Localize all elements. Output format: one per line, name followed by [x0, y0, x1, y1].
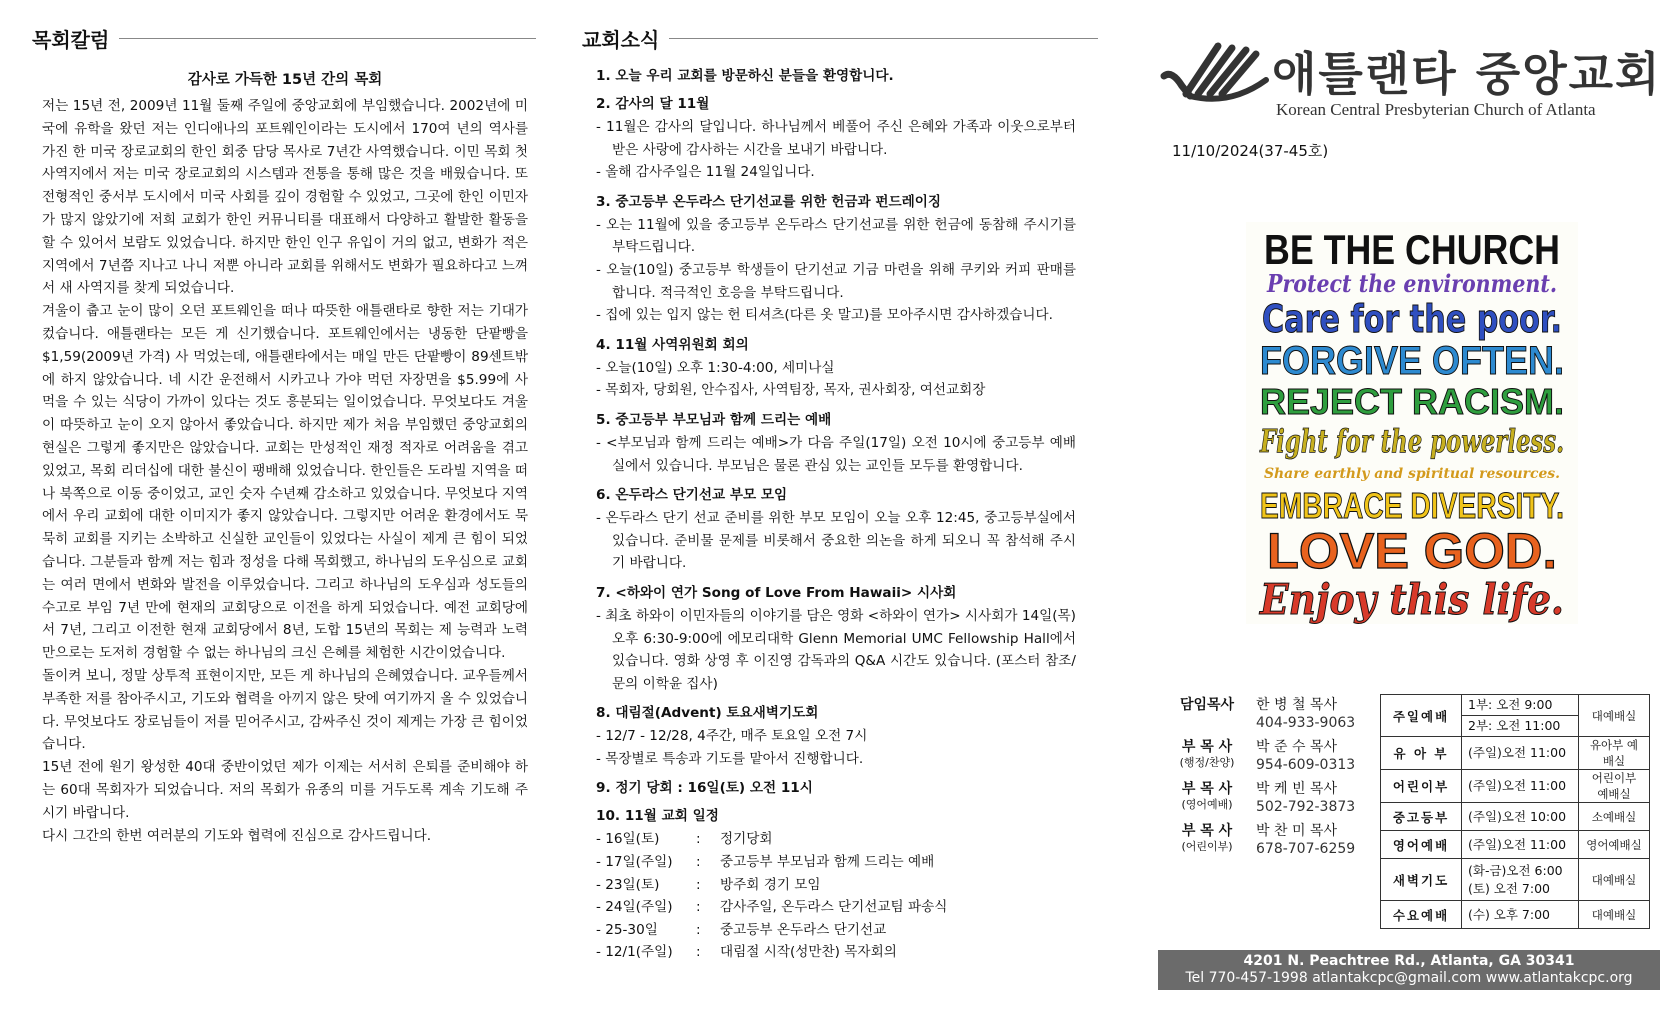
pastor-role-title: 부 목 사: [1181, 781, 1233, 797]
schedule-list: [596, 828, 1076, 964]
logo-mark-icon: [1160, 40, 1272, 110]
worship-time-line: (주일)오전 10:00: [1468, 808, 1567, 824]
pastor-name: 박 찬 미 목사: [1256, 823, 1337, 839]
schedule-event: 감사주일, 온두라스 단기선교팀 파송식: [720, 899, 948, 916]
worship-row: [1381, 695, 1650, 716]
schedule-date: - 12/1(주일): [596, 944, 673, 961]
worship-service: 수요예배: [1381, 901, 1462, 929]
poster-line: EMBRACE DIVERSITY.: [1260, 485, 1564, 526]
pastor-name: 박 준 수 목사: [1256, 739, 1337, 755]
pastor-row: [1168, 738, 1378, 774]
pastor-role: [1168, 738, 1246, 774]
be-the-church-poster: [1246, 222, 1578, 624]
poster-line: Fight for the powerless.: [1259, 422, 1564, 460]
worship-place: 영어예배실: [1579, 831, 1650, 859]
poster-line: REJECT RACISM.: [1260, 381, 1564, 422]
worship-service: 영어예배: [1381, 831, 1462, 859]
pastor-role-sub: (행정/찬양): [1179, 756, 1235, 769]
news-item-title: 6. 온두라스 단기선교 부모 모임: [596, 487, 788, 504]
schedule-separator: :: [696, 854, 701, 871]
worship-time-line: (주일)오전 11:00: [1468, 745, 1567, 760]
pastor-row: [1168, 696, 1378, 732]
worship-time-line: (주일)오전 11:00: [1468, 836, 1567, 852]
column-heading: 목회칼럼: [32, 24, 536, 53]
worship-time: [1462, 859, 1579, 901]
schedule-separator: :: [696, 831, 701, 848]
pastor-name: 한 병 철 목사: [1256, 697, 1337, 713]
pastor-role-title: 담임목사: [1179, 697, 1235, 713]
worship-time-line: (수) 오후 7:00: [1468, 906, 1550, 922]
worship-time: [1462, 737, 1579, 770]
news-item: [596, 778, 1076, 798]
news-item: [596, 94, 1076, 184]
worship-service: 중고등부: [1381, 803, 1462, 831]
worship-service: 새벽기도: [1381, 859, 1462, 901]
worship-place: 대예배실: [1579, 695, 1650, 737]
worship-time: [1462, 831, 1579, 859]
church-contact: Tel 770-457-1998 atlantakcpc@gmail.com www.atlantakcpc.org: [1185, 970, 1633, 986]
news-item-line: - 최초 하와이 이민자들의 이야기를 담은 영화 <하와이 연가> 시사회가 14일(목) 오후 6:30-9:00에 에모리대학 Glenn Memorial UMC Fellowship Hall에서 있습니다. 영화 상영 후 이진영 감독과의 Q&A 시간도 있습니다. (포스터 참조/문의 이학윤 집사): [596, 607, 1076, 692]
schedule-event: 방주회 경기 모임: [720, 876, 821, 893]
worship-service: 주일예배: [1381, 695, 1462, 737]
worship-time: 1부: 오전 9:00: [1462, 695, 1579, 716]
news-item-title: 9. 정기 당회 : 16일(토) 오전 11시: [596, 780, 813, 797]
worship-time: [1462, 803, 1579, 831]
schedule-separator: :: [696, 899, 701, 916]
news-item-title: 8. 대림절(Advent) 토요새벽기도회: [596, 705, 819, 722]
worship-time: [1462, 901, 1579, 929]
poster-line: Share earthly and spiritual resources.: [1264, 466, 1560, 482]
news-item-line: - 올해 감사주일은 11월 24일입니다.: [596, 164, 815, 181]
worship-row: [1381, 831, 1650, 859]
schedule-title: 10. 11월 교회 일정: [596, 808, 719, 825]
column-paragraph: 겨울이 춥고 눈이 많이 오던 포트웨인을 떠나 따뜻한 애틀랜타로 향한 저는 기대가 컸습니다. 애틀랜타는 모든 게 신기했습니다. 포트웨인에서는 냉동한 단팥빵을 $1,59(2009년 가격) 사 먹었는데, 애틀랜타에서는 매일 만든 단팥빵이 89센트밖에 하지 않았습니다. 네 시간 운전해서 시카고나 가야 먹던 자장면을 $5.99에 사 먹을 수 있는 식당이 가까이 있다는 것도 흥분되는 일이었습니다. 무엇보다도 겨울이 따뜻하고 눈이 오지 않아서 좋았습니다. 하지만 제가 처음 부임했던 중앙교회의 현실은 그렇게 좋지만은 않았습니다. 교회는 만성적인 재정 적자로 어려움을 겪고 있었고, 목회 리더십에 대한 불신이 팽배해 있었습니다. 한인들은 도라빌 지역을 떠나 북쪽으로 이동 중이었고, 교인 숫자 수년째 감소하고 있었습니다. 무엇보다 지역에서 우리 교회에 대한 이미지가 좋지 않았습니다. 그렇지만 어려운 환경에서도 묵묵히 교회를 지키는 소박하고 신실한 교인들이 있었다는 사실이 제게 큰 힘이 되었습니다. 그분들과 함께 저는 힘과 정성을 다해 목회했고, 하나님의 도우심으로 교회는 여러 면에서 변화와 발전을 이루었습니다. 그리고 하나님의 도우심과 성도들의 수고로 부임 7년 만에 현재의 교회당으로 이전을 하게 되었습니다. 예전 교회당에서 7년, 그리고 이전한 현재 교회당에서 8년, 도합 15년의 목회는 제 능력과 노력만으로는 도저히 경험할 수 없는 하나님의 크신 은혜를 체험한 시간이었습니다.: [42, 303, 528, 662]
worship-place: 대예배실: [1579, 859, 1650, 901]
worship-row: [1381, 859, 1650, 901]
schedule-date: - 24일(주일): [596, 899, 673, 916]
column-paragraph: 15년 전에 원기 왕성한 40대 중반이었던 제가 이제는 서서히 은퇴를 준비해야 하는 60대 목회자가 되었습니다. 저의 목회가 유종의 미를 거두도록 계속 기도해 주시기 바랍니다.: [42, 759, 528, 821]
news-item: [596, 192, 1076, 327]
pastor-role: [1168, 780, 1246, 816]
poster-line: LOVE GOD.: [1267, 523, 1557, 579]
worship-schedule-table: [1380, 694, 1650, 929]
poster-art: [1246, 222, 1578, 624]
schedule-separator: :: [696, 876, 701, 893]
poster-line: Protect the environment.: [1266, 269, 1557, 298]
pastor-phone: 678-707-6259: [1256, 841, 1356, 857]
poster-line: FORGIVE OFTEN.: [1260, 339, 1564, 383]
pastor-row: [1168, 780, 1378, 816]
pastoral-column: [42, 64, 528, 847]
schedule-event: 대림절 시작(성만찬) 목자회의: [720, 944, 897, 961]
news-item-line: - 오는 11월에 있을 중고등부 온두라스 단기선교를 위한 헌금에 동참해 주시기를 부탁드립니다.: [596, 216, 1076, 256]
church-logo: [1160, 36, 1662, 124]
news-item-title: 4. 11월 사역위원회 회의: [596, 336, 749, 353]
news-item-line: - 11월은 감사의 달입니다. 하나님께서 베풀어 주신 은혜와 가족과 이웃으로부터 받은 사랑에 감사하는 시간을 보내기 바랍니다.: [596, 119, 1076, 158]
poster-line: BE THE CHURCH: [1264, 226, 1560, 273]
worship-time-line: (토) 오전 7:00: [1468, 880, 1550, 896]
church-news: [596, 66, 1076, 972]
schedule-separator: :: [696, 944, 701, 961]
news-item-line: - 온두라스 단기 선교 준비를 위한 부모 모임이 오늘 오후 12:45, 중고등부실에서 있습니다. 준비물 문제를 비롯해서 중요한 의논을 하게 되오니 꼭 참석해 주시기 바랍니다.: [596, 510, 1076, 572]
schedule-event: 정기당회: [720, 831, 773, 848]
worship-time-line: (화-금)오전 6:00: [1468, 862, 1563, 878]
news-item: [596, 335, 1076, 402]
worship-row: [1381, 901, 1650, 929]
church-name-korean: 애틀랜타 중앙교회: [1272, 47, 1662, 101]
news-item-title: 5. 중고등부 부모님과 함께 드리는 예배: [596, 411, 832, 428]
schedule-section: [596, 806, 1076, 964]
news-item: [596, 410, 1076, 477]
footer-bar: [1158, 950, 1660, 990]
pastor-role-title: 부 목 사: [1181, 823, 1233, 839]
pastor-info: [1246, 738, 1355, 774]
schedule-separator: :: [696, 921, 701, 938]
schedule-date: - 17일(주일): [596, 854, 673, 871]
pastor-phone: 502-792-3873: [1256, 799, 1356, 815]
pastor-info: [1246, 696, 1355, 732]
news-item: [596, 703, 1076, 770]
news-item-line: - <부모님과 함께 드리는 예배>가 다음 주일(17일) 오전 10시에 중고등부 예배실에서 있습니다. 부모님은 물론 관심 있는 교인들 모두를 환영합니다.: [596, 434, 1076, 474]
church-address: 4201 N. Peachtree Rd., Atlanta, GA 30341: [1243, 953, 1575, 969]
news-item-line: - 목회자, 당회원, 안수집사, 사역팀장, 목자, 권사회장, 여선교회장: [596, 382, 986, 399]
news-item-line: - 12/7 - 12/28, 4주간, 매주 토요일 오전 7시: [596, 728, 868, 745]
news-item-line: - 오늘(10일) 중고등부 학생들이 단기선교 기금 마련을 위해 쿠키와 커피 판매를 합니다. 적극적인 호응을 부탁드립니다.: [596, 261, 1076, 301]
schedule-event: 중고등부 온두라스 단기선교: [720, 921, 887, 938]
news-item: [596, 66, 1076, 86]
news-item-title: 3. 중고등부 온두라스 단기선교를 위한 헌금과 펀드레이징: [596, 193, 942, 210]
worship-row: [1381, 803, 1650, 831]
schedule-date: - 23일(토): [596, 876, 660, 893]
schedule-event: 중고등부 부모님과 함께 드리는 예배: [720, 854, 935, 871]
worship-place: 유아부 예배실: [1579, 737, 1650, 770]
column-title: 감사로 가득한 15년 간의 목회: [187, 72, 383, 88]
worship-service: 어린이부: [1381, 770, 1462, 803]
news-item-title: 1. 오늘 우리 교회를 방문하신 분들을 환영합니다.: [596, 68, 894, 84]
pastor-role: [1168, 822, 1246, 858]
schedule-date: - 16일(토): [596, 831, 660, 848]
column-paragraph: 저는 15년 전, 2009년 11월 둘째 주일에 중앙교회에 부임했습니다. 2002년에 미국에 유학을 왔던 저는 인디애나의 포트웨인이라는 도시에서 170여 년의 역사를 가진 한 미국 장로교회의 한인 회중 담당 목사로 7년간 사역했습니다. 이민 목회 첫 사역지에서 저는 미국 장로교회의 시스템과 전통을 통해 많은 것을 배웠습니다. 또 전형적인 중서부 도시에서 미국 사회를 깊이 경험할 수 있었고, 그곳에 한인 이민자가 많지 않았기에 저희 교회가 한인 커뮤니티를 대표해서 다양하고 활발한 활동을 할 수 있어서 보람도 있었습니다. 하지만 한인 인구 유입이 거의 없고, 변화가 적은 지역에서 7년쯤 지나고 나니 저뿐 아니라 교회를 위해서도 변화가 필요하다고 느껴서 새 사역지를 찾게 되었습니다.: [42, 98, 528, 297]
worship-row: [1381, 770, 1650, 803]
column-body: [42, 95, 528, 847]
worship-place: 소예배실: [1579, 803, 1650, 831]
column-paragraph: 다시 그간의 한번 여러분의 기도와 협력에 진심으로 감사드립니다.: [42, 827, 432, 844]
news-item-line: - 집에 있는 입지 않는 헌 티셔츠(다른 옷 말고)를 모아주시면 감사하겠습니다.: [596, 307, 1053, 324]
worship-place: 대예배실: [1579, 901, 1650, 929]
worship-place: 어린이부 예배실: [1579, 770, 1650, 803]
worship-service: 유 아 부: [1381, 737, 1462, 770]
pastor-role-sub: (어린이부): [1181, 840, 1233, 853]
pastor-phone: 404-933-9063: [1256, 715, 1356, 731]
pastor-phone: 954-609-0313: [1256, 757, 1356, 773]
pastor-list: [1168, 696, 1378, 864]
pastor-info: [1246, 822, 1355, 858]
news-item: [596, 485, 1076, 575]
pastor-role-title: 부 목 사: [1181, 739, 1233, 755]
news-item-title: 7. <하와이 연가 Song of Love From Hawaii> 시사회: [596, 584, 957, 601]
pastor-row: [1168, 822, 1378, 858]
poster-line: Care for the poor.: [1262, 297, 1562, 341]
news-item-line: - 오늘(10일) 오후 1:30-4:00, 세미나실: [596, 359, 835, 376]
news-heading: 교회소식: [582, 24, 1098, 53]
pastor-name: 박 케 빈 목사: [1256, 781, 1337, 797]
pastor-role: [1168, 696, 1246, 732]
worship-time: [1462, 770, 1579, 803]
news-item: [596, 583, 1076, 695]
worship-row: [1381, 737, 1650, 770]
worship-time: 2부: 오전 11:00: [1462, 716, 1579, 737]
news-item-title: 2. 감사의 달 11월: [596, 96, 710, 112]
poster-line: Enjoy this life.: [1259, 575, 1564, 624]
column-paragraph: 돌이켜 보니, 정말 상투적 표현이지만, 모든 게 하나님의 은혜였습니다. 교우들께서 부족한 저를 참아주시고, 기도와 협력을 아끼지 않은 탓에 여기까지 올 수 있었습니다. 무엇보다도 장로님들이 저를 믿어주시고, 감싸주신 것이 제게는 가장 큰 힘이었습니다.: [42, 667, 528, 753]
bulletin-date: 11/10/2024(37-45호): [1172, 142, 1329, 160]
schedule-date: - 25-30일: [596, 921, 658, 938]
pastor-info: [1246, 780, 1355, 816]
worship-time-line: (주일)오전 11:00: [1468, 778, 1567, 793]
pastor-role-sub: (영어예배): [1181, 798, 1233, 811]
church-name-english: Korean Central Presbyterian Church of Atlanta: [1276, 100, 1596, 119]
news-item-line: - 목장별로 특송과 기도를 맡아서 진행합니다.: [596, 750, 864, 767]
